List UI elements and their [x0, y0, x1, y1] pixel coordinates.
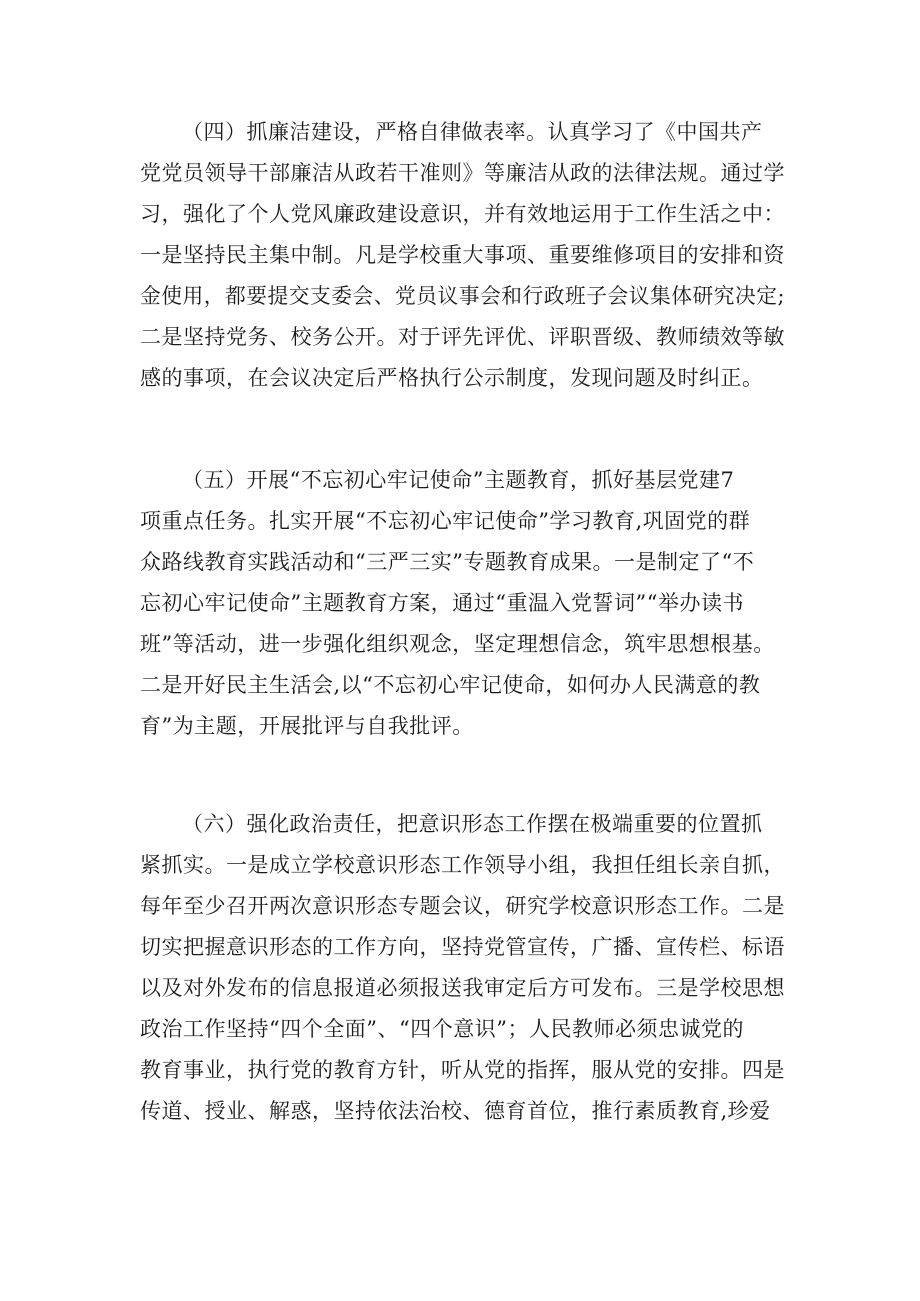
text-line: 金使用，都要提交支委会、党员议事会和行政班子会议集体研究决定;: [140, 284, 785, 308]
text-line: 众路线教育实践活动和“三严三实”专题教育成果。一是制定了“不: [140, 550, 755, 574]
paragraph-six: [140, 804, 788, 1132]
text-line: 二是开好民主生活会,以“不忘初心牢记使命，如何办人民满意的教: [140, 673, 761, 697]
text-line: 项重点任务。扎实开展“不忘初心牢记使命”学习教育,巩固党的群: [140, 509, 751, 533]
text-line: （五）开展“不忘初心牢记使命”主题教育，抓好基层党建7: [182, 468, 735, 492]
text-line: 二是坚持党务、校务公开。对于评先评优、评职晋级、教师绩效等敏: [140, 325, 785, 349]
text-line: 以及对外发布的信息报道必须报送我审定后方可发布。三是学校思想: [140, 976, 785, 1000]
paragraph-four: [140, 112, 788, 399]
text-line: 育”为主题，开展批评与自我批评。: [140, 714, 474, 738]
paragraph-five: [140, 460, 788, 747]
text-line: 习，强化了个人党风廉政建设意识，并有效地运用于工作生活之中：: [140, 202, 785, 226]
text-line: 党党员领导干部廉洁从政若干准则》等廉洁从政的法律法规。通过学: [140, 161, 785, 185]
text-line: 教育事业，执行党的教育方针，听从党的指挥，服从党的安排。四是: [140, 1058, 785, 1082]
text-line: 一是坚持民主集中制。凡是学校重大事项、重要维修项目的安排和资: [140, 243, 785, 267]
text-line: 感的事项，在会议决定后严格执行公示制度，发现问题及时纠正。: [140, 366, 764, 390]
text-line: 传道、授业、解惑，坚持依法治校、德育首位，推行素质教育,珍爱: [140, 1099, 771, 1123]
text-line: （六）强化政治责任，把意识形态工作摆在极端重要的位置抓: [182, 812, 763, 836]
text-line: 班”等活动，进一步强化组织观念，坚定理想信念，筑牢思想根基。: [140, 632, 775, 656]
text-line: 切实把握意识形态的工作方向，坚持党管宣传，广播、宣传栏、标语: [140, 935, 785, 959]
text-line: 忘初心牢记使命”主题教育方案，通过“重温入党誓词”“举办读书: [140, 591, 744, 615]
text-line: 政治工作坚持“四个全面”、“四个意识”；人民教师必须忠诚党的: [140, 1017, 744, 1041]
text-line: 每年至少召开两次意识形态专题会议，研究学校意识形态工作。二是: [140, 894, 785, 918]
text-line: 紧抓实。一是成立学校意识形态工作领导小组，我担任组长亲自抓，: [140, 853, 785, 877]
text-line: （四）抓廉洁建设，严格自律做表率。认真学习了《中国共产: [182, 120, 763, 144]
